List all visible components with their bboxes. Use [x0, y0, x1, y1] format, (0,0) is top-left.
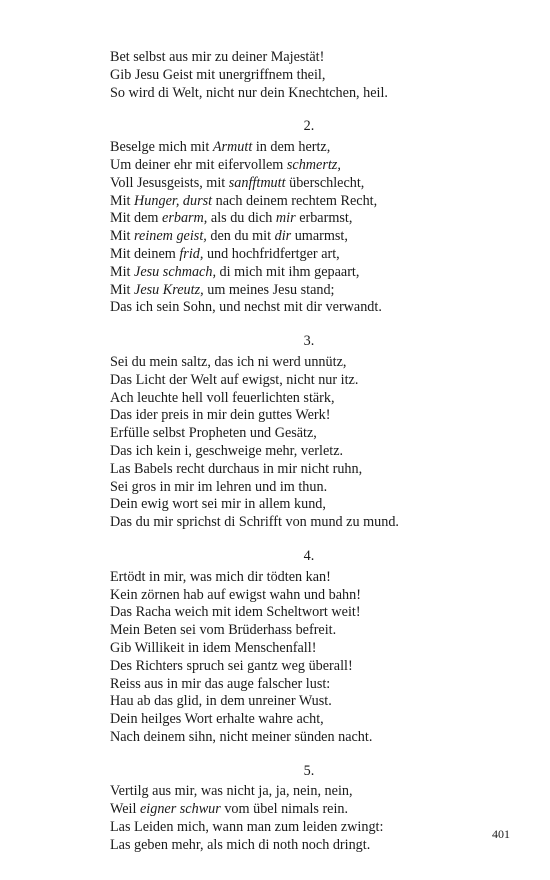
poem-line: [110, 390, 440, 408]
text-segment: Mit: [110, 228, 135, 245]
text-segment: Dein ewig wort sei mir in allem kund,: [110, 496, 326, 513]
poem-line: [110, 729, 440, 747]
text-segment: Kein zörnen hab auf ewigst wahn und bahn!: [110, 586, 361, 603]
text-segment: Mit: [110, 192, 135, 209]
text-segment: Beselge mich mit: [110, 139, 213, 156]
italic-phrase: reinem geist,: [134, 228, 207, 245]
poem-line: [110, 801, 440, 819]
italic-phrase: schmertz,: [286, 156, 341, 173]
text-segment: Mit: [110, 281, 135, 298]
poem-line: [110, 496, 440, 514]
text-segment: Mit dem: [110, 210, 163, 227]
intro-block: [110, 49, 440, 102]
text-segment: Ertödt in mir, was mich dir tödten kan!: [110, 568, 331, 585]
text-segment: Mit: [110, 263, 135, 280]
poem-line: [110, 479, 440, 497]
poem-line: So wird di Welt, nicht nur dein Knechtchen, heil.: [110, 84, 388, 101]
italic-phrase: erbarm,: [162, 210, 208, 227]
text-segment: Hau ab das glid, in dem unreiner Wust.: [110, 693, 332, 710]
text-segment: den du mit: [206, 228, 275, 245]
poem-line: [110, 228, 440, 246]
text-segment: Mein Beten sei vom Brüderhass befreit.: [110, 622, 337, 639]
text-segment: Las Leiden mich, wann man zum leiden zwingt:: [110, 819, 384, 836]
stanza: [110, 118, 440, 317]
stanza-number: 5.: [303, 762, 315, 779]
text-segment: Erfülle selbst Propheten und Gesätz,: [110, 425, 317, 442]
text-segment: di mich mit ihm gepaart,: [216, 263, 360, 280]
stanza: [110, 763, 440, 855]
text-segment: Das ich kein i, geschweige mehr, verletz.: [110, 442, 344, 459]
stanza-number: 3.: [303, 333, 315, 350]
text-segment: Las geben mehr, als mich di noth noch dringt.: [110, 836, 371, 853]
text-segment: Das Licht der Welt auf ewigst, nicht nur itz.: [110, 371, 359, 388]
text-segment: Las Babels recht durchaus in mir nicht ruhn,: [110, 460, 363, 477]
italic-phrase: Hunger, durst: [134, 192, 213, 209]
text-segment: Mit deinem: [110, 245, 180, 262]
text-segment: Dein heilges Wort erhalte wahre acht,: [110, 711, 324, 728]
text-segment: Reiss aus in mir das auge falscher lust:: [110, 675, 331, 692]
text-segment: Das ich sein Sohn, und nechst mit dir verwandt.: [110, 299, 382, 316]
text-segment: Des Richters spruch sei gantz weg überall!: [110, 657, 353, 674]
text-segment: umarmst,: [291, 228, 348, 245]
italic-phrase: frid,: [179, 245, 204, 262]
poem-line: [110, 282, 440, 300]
poem-line: [110, 139, 440, 157]
text-segment: Weil: [110, 801, 140, 818]
poem-line: [110, 461, 440, 479]
stanza-list: [110, 118, 440, 854]
stanza-number: 2.: [303, 118, 315, 135]
poem-line: Gib Jesu Geist mit unergriffnem theil,: [110, 66, 326, 83]
poem-line: [110, 711, 440, 729]
poem-line: Bet selbst aus mir zu deiner Majestät!: [110, 49, 325, 65]
text-segment: Vertilg aus mir, was nicht ja, ja, nein, nein,: [110, 783, 353, 800]
poem-line: [110, 354, 440, 372]
text-segment: Sei gros in mir im lehren und im thun.: [110, 478, 328, 495]
poem-line: [110, 587, 440, 605]
poem-line: [110, 246, 440, 264]
text-segment: Das du mir sprichst di Schrifft von mund zu mund.: [110, 514, 399, 531]
italic-phrase: dir: [274, 228, 292, 245]
poem-line: [110, 693, 440, 711]
text-segment: Gib Willikeit in idem Menschenfall!: [110, 639, 317, 656]
text-segment: Das Racha weich mit idem Scheltwort weit!: [110, 604, 361, 621]
poem-line: [110, 640, 440, 658]
poem-line: [110, 175, 440, 193]
text-segment: um meines Jesu stand;: [203, 281, 335, 298]
italic-phrase: Jesu schmach,: [134, 263, 216, 280]
poem-line: [110, 783, 440, 801]
poem-line: [110, 407, 440, 425]
text-segment: Das ider preis in mir dein guttes Werk!: [110, 407, 331, 424]
poem-line: [110, 157, 440, 175]
poem-line: [110, 193, 440, 211]
poem-line: [110, 443, 440, 461]
poem-line: [110, 425, 440, 443]
text-segment: Voll Jesusgeists, mit: [110, 174, 229, 191]
text-segment: Um deiner ehr mit eifervollem: [110, 156, 287, 173]
text-segment: Sei du mein saltz, das ich ni werd unnütz,: [110, 353, 347, 370]
poem-line: [110, 299, 440, 317]
text-segment: als du dich: [207, 210, 276, 227]
stanza: [110, 333, 440, 532]
poem-line: [110, 264, 440, 282]
stanza: [110, 548, 440, 747]
poem-line: [110, 569, 440, 587]
poem-line: [110, 622, 440, 640]
poem-line: [110, 658, 440, 676]
poem-text: [110, 49, 440, 855]
poem-line: [110, 210, 440, 228]
poem-line: [110, 514, 440, 532]
text-segment: überschlecht,: [285, 174, 365, 191]
text-segment: und hochfridfertger art,: [203, 245, 340, 262]
italic-phrase: sanfftmutt: [228, 174, 286, 191]
poem-line: [110, 372, 440, 390]
text-segment: in dem hertz,: [252, 139, 331, 156]
text-segment: nach deinem rechtem Recht,: [212, 192, 378, 209]
text-segment: erbarmst,: [295, 210, 353, 227]
poem-line: [110, 819, 440, 837]
text-segment: Ach leuchte hell voll feuerlichten stärk,: [110, 389, 335, 406]
italic-phrase: eigner schwur: [139, 801, 221, 818]
page-number: 401: [492, 827, 510, 841]
poem-line: [110, 837, 440, 855]
italic-phrase: Armutt: [212, 139, 253, 156]
stanza-number: 4.: [303, 547, 315, 564]
text-segment: Nach deinem sihn, nicht meiner sünden nacht.: [110, 728, 373, 745]
italic-phrase: Jesu Kreutz,: [134, 281, 204, 298]
poem-line: [110, 604, 440, 622]
poem-line: [110, 676, 440, 694]
text-segment: vom übel nimals rein.: [220, 801, 349, 818]
italic-phrase: mir: [275, 210, 296, 227]
